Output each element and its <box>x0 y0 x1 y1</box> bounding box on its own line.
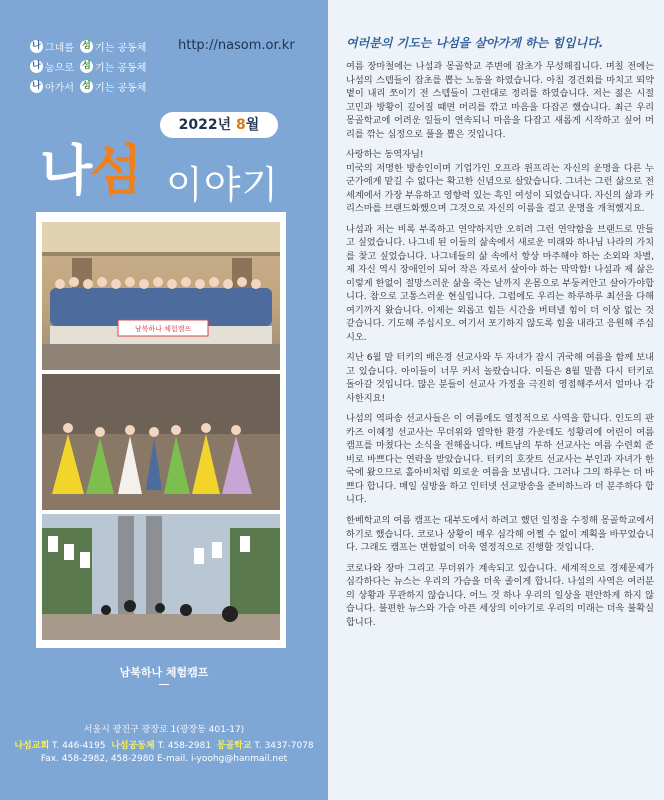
paragraph: 나섬의 역파송 선교사들은 이 여름에도 열정적으로 사역을 합니다. 인도의 판카즈 이혜정 선교사는 무더위와 열악한 환경 가운데도 성황리에 어린이 여름 캠프를 마쳤다는 소식을 전해옵니다. 베트남의 투하 선교사는 여름 수련회 준비로 바쁘다는 연락을 받았습니다. 터키의 호잣트 선교사는 부인과 자녀가 한국에 왔으므로 홀아비처럼 외로운 여름을 보냅니다. 그러나 그의 하루는 더 바쁘다 합니다. 매일 심방을 하고 인터넷 선교방송을 준비하느라 더 분주하다 합니다. <box>346 413 654 506</box>
contact-org: 몽골학교 <box>216 741 252 751</box>
group-photo <box>42 222 280 370</box>
paragraph: 한베학교의 여름 캠프는 대부도에서 하려고 했던 일정을 수정해 몽골학교에서 하기로 했습니다. 코로나 상황이 매우 심각해 어쩔 수 없이 계획을 바꾸었습니다. 그래도 캠프는 변함없이 더욱 열정적으로 진행할 것입니다. <box>346 514 654 554</box>
paragraph: 코로나와 장마 그리고 무더위가 계속되고 있습니다. 세계적으로 경제문제가 심각하다는 뉴스는 우리의 가슴을 더욱 졸이게 합니다. 나섬의 사역은 여러분의 상황과 무관하지 않습니다. 어느 것 하나 우리의 일상을 편안하게 하지 않습니다. 불편한 뉴스와 가슴 아픈 세상의 이야기로 우리의 미래는 더욱 불확실합니다. <box>346 562 654 628</box>
paragraph: 나섬과 저는 비록 부족하고 연약하지만 오히려 그런 연약함을 브랜드로 만들고 싶었습니다. 나그네 된 이들의 삶속에서 새로운 미래와 하나님 나라의 가치를 찾고 싶었습니다. 나그네들의 삶 속에서 항상 마주해야 하는 소외와 차별, 제 자신 역시 장애인이 되어 작은 자로서 살아야 하는 막막함! 나섬과 제 삶은 이렇게 한없이 절망스러운 삶을 죽는 날까지 온몸으로 부둥켜안고 살아가야합니다. 참으로 고통스러운 현실입니다. 그럼에도 우리는 하루하루 최선을 다해 여기까지 왔습니다. 이제는 외롭고 힘든 시간을 버텨낼 힘이 더 이상 없는 것 같습니다. 기도해 주십시오. 여기서 포기하지 않도록 힘을 내라고 응원해 주십시오. <box>346 223 654 343</box>
brand-part2: 섬 <box>90 139 141 202</box>
motto-text: 그네를 <box>45 42 74 54</box>
motto-list <box>30 36 146 96</box>
motto-badge: 나 <box>30 60 43 73</box>
motto-text: 기는 공동체 <box>94 62 147 74</box>
motto-badge: 나 <box>30 80 43 93</box>
left-panel <box>0 0 328 800</box>
contact-org: 나섬교회 <box>14 741 50 751</box>
motto-line <box>30 36 146 56</box>
motto-text: 기는 공동체 <box>94 42 147 54</box>
motto-badge: 섬 <box>80 60 93 73</box>
address: 서울시 광진구 광장로 1(광장동 401-17) <box>83 725 245 735</box>
letter-heading: 여러분의 기도는 나섬을 살아가게 하는 힘입니다. <box>346 36 604 50</box>
banner-text: 남북하나 체험캠프 <box>134 325 192 333</box>
issue-month-suffix: 월 <box>245 117 260 133</box>
paragraph: 여름 장마철에는 나섬과 몽골학교 주변에 잡초가 무성해집니다. 며칠 전에는 나섬의 스텝들이 잡초를 뽑는 노동을 하였습니다. 아침 경건회를 마치고 뙤약볕이 내리 쪼이기 전 스텝들이 그런대로 정리를 하였습니다. 저는 젊은 시절 고민과 방황이 깊어질 때면 머리를 깎고 마음을 다잡곤 했습니다. 최근 우리 몽골학교에 어려운 일들이 연속되니 마음을 다잡고 새롭게 시작하고 싶어 머리를 깎는 심정으로 풀을 뽑은 것입니다. <box>346 61 654 140</box>
motto-text: 기는 공동체 <box>94 82 147 94</box>
brand-title <box>40 128 140 205</box>
group-photo-illustration <box>42 222 280 370</box>
photo-collage <box>36 212 286 648</box>
memorial-photo <box>42 514 280 640</box>
issue-year: 2022년 <box>178 117 237 133</box>
memorial-photo-illustration <box>42 514 280 640</box>
dance-photo-illustration <box>42 374 280 510</box>
contact-tel: T. 3437-7078 <box>251 741 314 751</box>
fax-email: Fax. 458-2982, 458-2980 E-mail. i-yoohg@hanmail.net <box>40 754 288 764</box>
motto-badge: 섬 <box>80 40 93 53</box>
website-link[interactable]: http://nasom.or.kr <box>178 38 295 53</box>
contact-org: 나섬공동체 <box>111 741 155 751</box>
motto-line <box>30 56 146 76</box>
motto-badge: 나 <box>30 40 43 53</box>
motto-line <box>30 76 146 96</box>
dance-photo <box>42 374 280 510</box>
photo-caption: 남북하나 체험캠프 <box>119 666 209 679</box>
motto-text: 눔으로 <box>45 62 74 74</box>
contact-tel: T. 446-4195 <box>49 741 106 751</box>
motto-badge: 섬 <box>80 80 93 93</box>
issue-month: 8 <box>236 117 246 133</box>
letter-body <box>346 60 654 636</box>
brand-subtitle: 이야기 <box>166 163 280 207</box>
motto-text: 아가서 <box>45 82 74 94</box>
contact-tel: T. 458-2981 <box>154 741 212 751</box>
contact-line <box>12 738 316 751</box>
caption-divider <box>159 684 169 685</box>
brand-part1: 나 <box>40 139 91 202</box>
issue-date-badge <box>160 112 278 138</box>
paragraph: 지난 6월 말 터키의 배은경 선교사와 두 자녀가 잠시 귀국해 여름을 함께 보내고 있습니다. 아이들이 너무 커서 놀랐습니다. 이들은 8월 말쯤 다시 터키로 돌아갈 것입니다. 많은 분들이 선교사 가정을 극진히 영접해주셔서 얼마나 감사한지요! <box>346 352 654 404</box>
paragraph: 사랑하는 동역자님! 미국의 저명한 방송인이며 기업가인 오프라 윈프리는 자신의 운명을 다른 누군가에게 맡길 수 없다는 확고한 신념으로 살았습니다. 그녀는 그런 삶으로 전 세계에서 가장 부유하고 영향력 있는 흑인 여성이 되었습니다. 자신의 삶과 카리스마를 브랜드화했으며 그것으로 자신의 이름을 걸고 운명을 개척했지요. <box>346 149 654 215</box>
